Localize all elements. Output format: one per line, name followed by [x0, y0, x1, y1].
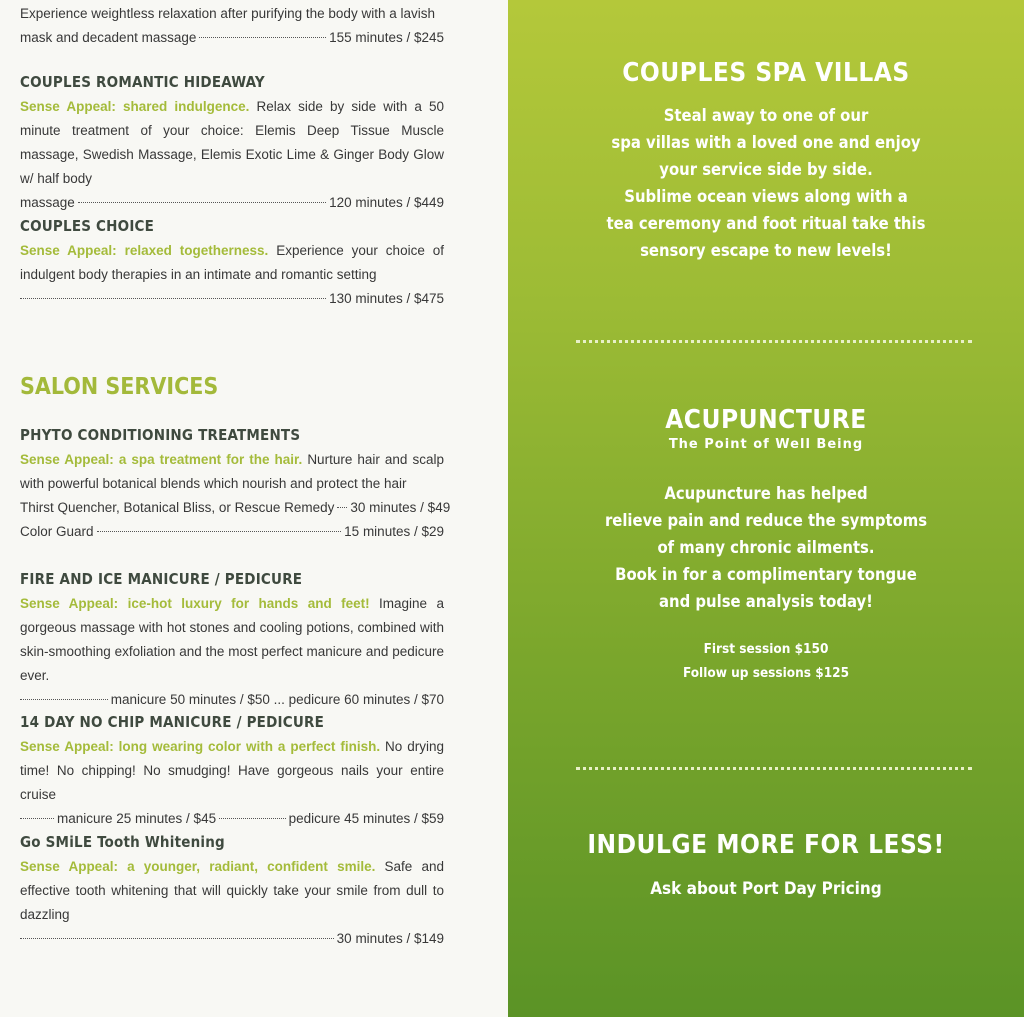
section-title: INDULGE MORE FOR LESS!	[587, 830, 945, 860]
price-label: Color Guard	[20, 524, 94, 539]
price-value: 30 minutes / $149	[336, 931, 444, 946]
price-line	[20, 520, 444, 544]
section-body	[508, 480, 1024, 615]
dot-leader	[20, 699, 108, 700]
body-line: relieve pain and reduce the symptoms	[604, 511, 928, 530]
first-session-price: First session $150	[703, 641, 829, 657]
service-description	[20, 448, 444, 496]
body-line: sensory escape to new levels!	[640, 241, 892, 260]
price-label: mask and decadent massage	[20, 30, 197, 45]
right-panel	[508, 0, 1024, 1017]
body-line: and pulse analysis today!	[659, 592, 873, 611]
service-description	[20, 735, 444, 807]
service-title: Go SMiLE Tooth Whitening	[20, 833, 225, 851]
service-couples-romantic-hideaway	[20, 73, 444, 215]
section-title: COUPLES SPA VILLAS	[622, 58, 910, 88]
service-description: Experience weightless relaxation after purifying the body with a lavish	[20, 6, 435, 21]
price-line	[20, 287, 444, 311]
service-title: 14 DAY NO CHIP MANICURE / PEDICURE	[20, 713, 324, 731]
price-value: 30 minutes / $49	[350, 500, 451, 515]
price-line	[20, 191, 444, 215]
price-line	[20, 807, 444, 831]
price-line	[20, 496, 451, 520]
price-line	[20, 927, 444, 951]
dot-leader	[78, 202, 326, 203]
port-day-note: Ask about Port Day Pricing	[650, 879, 882, 899]
service-description	[20, 95, 444, 191]
section-acupuncture	[508, 405, 1024, 685]
service-fire-and-ice	[20, 570, 444, 712]
service-description	[20, 855, 444, 927]
sense-appeal: Sense Appeal: relaxed togetherness.	[20, 243, 269, 258]
service-text: Safe and effective tooth whitening that will quickly take your smile from dull to dazzling	[20, 859, 444, 922]
price-value: 120 minutes / $449	[329, 195, 444, 210]
service-title: COUPLES CHOICE	[20, 217, 155, 235]
section-title: ACUPUNCTURE	[665, 405, 867, 435]
price-value: manicure 25 minutes / $45	[57, 811, 217, 826]
service-fragment	[20, 2, 444, 50]
section-body	[508, 102, 1024, 264]
price-value: manicure 50 minutes / $50 ... pedicure 60 minutes / $70	[110, 692, 444, 707]
service-text: Imagine a gorgeous massage with hot stones and cooling potions, combined with skin-smoothing exfoliation and the most perfect manicure and pedicure ever.	[20, 596, 444, 683]
body-line: tea ceremony and foot ritual take this	[606, 214, 926, 233]
sense-appeal: Sense Appeal: shared indulgence.	[20, 99, 250, 114]
dotted-divider	[576, 340, 972, 343]
section-title: SALON SERVICES	[20, 374, 219, 400]
left-column	[0, 0, 508, 1017]
dotted-divider	[576, 767, 972, 770]
sense-appeal: Sense Appeal: ice-hot luxury for hands and feet!	[20, 596, 370, 611]
service-text: Relax side by side with a 50 minute treatment of your choice: Elemis Deep Tissue Muscle massage, Swedish Massage, Elemis Exotic Lime & Ginger Body Glow w/ half body	[20, 99, 444, 186]
service-go-smile	[20, 833, 444, 951]
dot-leader	[199, 37, 326, 38]
sense-appeal: Sense Appeal: a younger, radiant, confident smile.	[20, 859, 376, 874]
price-label: massage	[20, 195, 75, 210]
sense-appeal: Sense Appeal: long wearing color with a perfect finish.	[20, 739, 381, 754]
body-line: of many chronic ailments.	[657, 538, 875, 557]
section-indulge	[508, 830, 1024, 903]
price-line	[20, 688, 444, 712]
section-couples-spa-villas	[508, 58, 1024, 264]
dot-leader	[20, 938, 334, 939]
service-couples-choice	[20, 217, 444, 311]
follow-up-price: Follow up sessions $125	[682, 665, 850, 681]
service-title: COUPLES ROMANTIC HIDEAWAY	[20, 73, 265, 91]
service-title: PHYTO CONDITIONING TREATMENTS	[20, 426, 301, 444]
price-value: 15 minutes / $29	[344, 524, 444, 539]
body-line: Acupuncture has helped	[664, 484, 868, 503]
pricing	[508, 637, 1024, 685]
body-line: your service side by side.	[659, 160, 873, 179]
section-salon-services	[20, 374, 444, 400]
price-value: 130 minutes / $475	[329, 291, 444, 306]
price-value: 155 minutes / $245	[329, 30, 444, 45]
service-description	[20, 592, 444, 688]
service-text: Nurture hair and scalp with powerful botanical blends which nourish and protect the hair	[20, 452, 444, 491]
body-line: Steal away to one of our	[663, 106, 869, 125]
price-value: pedicure 45 minutes / $59	[288, 811, 444, 826]
service-text: No drying time! No chipping! No smudging! Have gorgeous nails your entire cruise	[20, 739, 444, 802]
dot-leader	[20, 298, 326, 299]
service-title: FIRE AND ICE MANICURE / PEDICURE	[20, 570, 303, 588]
section-subtitle: The Point of Well Being	[668, 437, 864, 452]
dot-leader	[337, 507, 347, 508]
service-description	[20, 239, 444, 287]
sense-appeal: Sense Appeal: a spa treatment for the hair.	[20, 452, 303, 467]
service-no-chip	[20, 713, 444, 831]
dot-leader	[219, 818, 286, 819]
price-label: Thirst Quencher, Botanical Bliss, or Rescue Remedy	[20, 500, 335, 515]
service-text: Experience your choice of indulgent body therapies in an intimate and romantic setting	[20, 243, 444, 282]
body-line: Sublime ocean views along with a	[624, 187, 908, 206]
dot-leader	[97, 531, 342, 532]
dot-leader	[20, 818, 54, 819]
body-line: spa villas with a loved one and enjoy	[611, 133, 921, 152]
body-line: Book in for a complimentary tongue	[615, 565, 917, 584]
price-line	[20, 26, 444, 50]
service-phyto-conditioning	[20, 426, 451, 544]
